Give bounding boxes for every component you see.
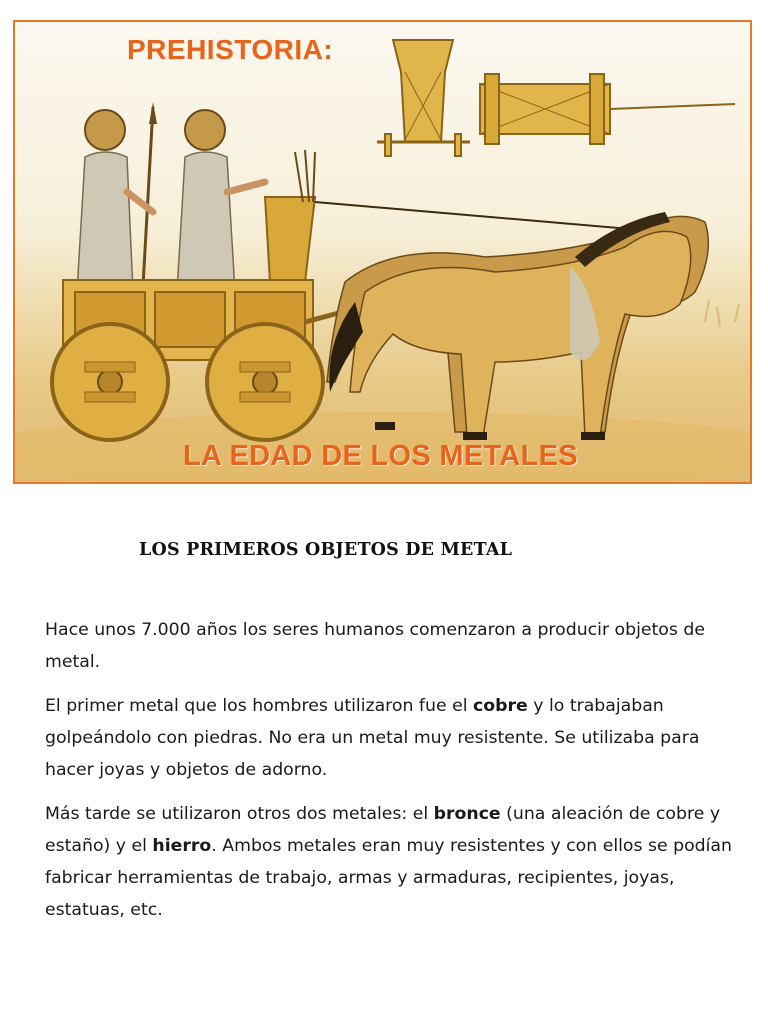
chariot-scene-icon [15,22,750,482]
section-heading: LOS PRIMEROS OBJETOS DE METAL [139,540,513,560]
term-cobre: cobre [473,696,528,716]
chariot-front-panel [265,197,315,282]
paragraph-2-after: y lo trabajaban golpeándolo con piedras. No era un metal muy resistente. Se utilizaba para hacer joyas y objetos de adorno. [45,696,700,780]
chariot-top-view [480,74,735,144]
arrows [295,150,315,202]
chariot-illustration [13,20,752,484]
paragraph-1 [45,614,745,678]
warrior-right [177,110,265,292]
wheel-right [207,324,323,440]
paragraph-3-middle: (una aleación de cobre y estaño) y el [45,804,721,856]
paragraph-2 [45,690,745,786]
reins [315,202,665,232]
paragraph-2-before: El primer metal que los hombres utilizaron fue el [45,696,474,716]
horses [327,212,708,440]
term-hierro: hierro [152,836,212,856]
paragraph-3 [45,798,745,926]
banner-prehistoria: PREHISTORIA: [127,34,334,65]
chariot-front-view [377,40,470,156]
paragraph-3-after: . Ambos metales eran muy resistentes y con ellos se podían fabricar herramientas de trabajo, armas y armaduras, recipientes, joyas, estatuas, etc. [45,836,732,920]
paragraph-3-before: Más tarde se utilizaron otros dos metales: el [45,804,434,824]
article-body [45,614,745,938]
wheel-left [52,324,168,440]
banner-edad-metales: LA EDAD DE LOS METALES [183,440,578,472]
term-bronce: bronce [433,804,501,824]
warrior-left [77,110,153,292]
paragraph-1-text: Hace unos 7.000 años los seres humanos comenzaron a producir objetos de metal. [45,620,705,672]
